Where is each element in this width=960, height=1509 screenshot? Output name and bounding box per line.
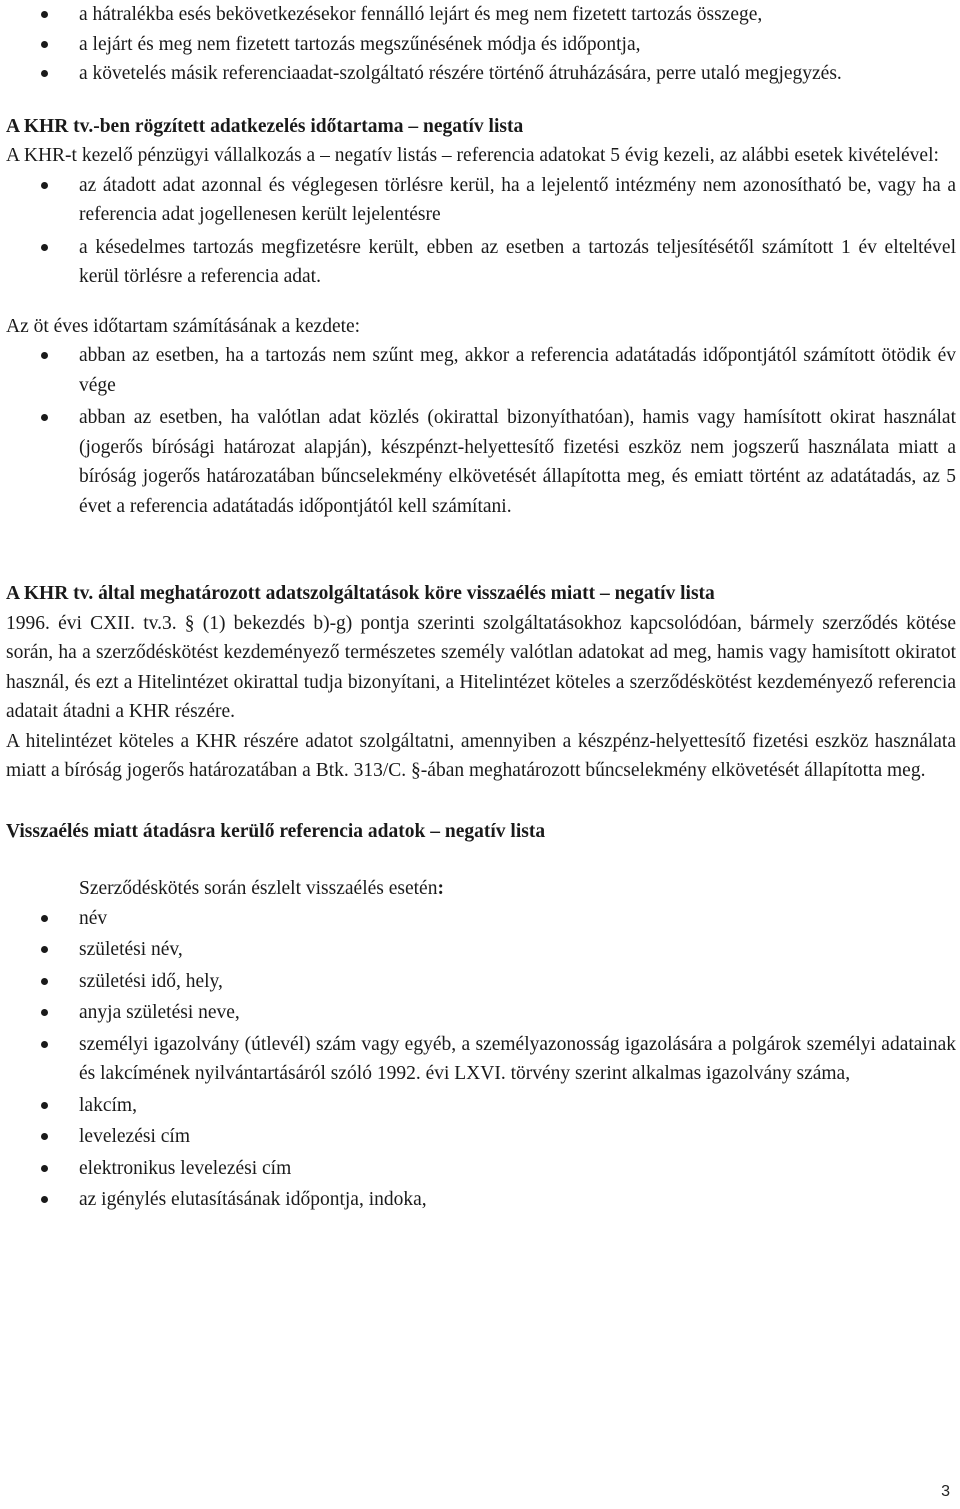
list-item: az igénylés elutasításának időpontja, indoka, [6,1185,956,1215]
label-colon: : [437,878,444,899]
list-item: levelezési cím [6,1122,956,1152]
list-item: anyja születési neve, [6,998,956,1028]
list-item: születési idő, hely, [6,967,956,997]
section-heading-data-retention: A KHR tv.-ben rögzített adatkezelés időtartama – negatív lista [6,115,524,137]
section-heading-abuse-services: A KHR tv. által meghatározott adatszolgáltatások köre visszaélés miatt – negatív lista [6,583,715,604]
intro-list [6,0,956,89]
label-text: Szerződéskötés során észlelt visszaélés esetén [79,878,438,899]
list-item: abban az esetben, ha a tartozás nem szűnt meg, akkor a referencia adatátadás időpontjától számított ötödik év vége [6,341,956,400]
list-item: a lejárt és meg nem fizetett tartozás megszűnésének módja és időpontja, [6,30,956,60]
section-paragraph: 1996. évi CXII. tv.3. § (1) bekezdés b)-g) pontja szerinti szolgáltatásokhoz kapcsolódóan, bármely szerződés kötése során, ha a szerződéskötést kezdeményező természetes személy valótlan adatokat ad meg, hamis vagy hamisított okiratot használ, és ezt a Hitelintézet okirattal tudja bizonyítani, a Hitelintézet köteles a szerződéskötést kezdeményező referencia adatait átadni a KHR részére. [6,612,956,722]
section-paragraph: A KHR-t kezelő pénzügyi vállalkozás a – negatív listás – referencia adatokat 5 évig kezeli, az alábbi esetek kivételével: [6,145,939,166]
list-item: az átadott adat azonnal és véglegesen törlésre kerül, ha a lejelentő intézmény nem azonosítható be, vagy ha a referencia adat jogellenesen került lejelentésre [6,171,956,230]
list-item: abban az esetben, ha valótlan adat közlés (okirattal bizonyíthatóan), hamis vagy hamísított okirat használat (jogerős bírósági határozat alapján), készpénzt-helyettesítő fizetési eszköz nem jogszerű használata miatt a bíróság jogerős határozatában bűncselekmény elkövetését állapította meg, és emiatt történt az adatátadás, az 5 évet a referencia adatátadás időpontjától kell számítani. [6,403,956,521]
list-item: a hátralékba esés bekövetkezésekor fennálló lejárt és meg nem fizetett tartozás összege, [6,0,956,30]
page-number: 3 [941,1483,950,1500]
list-item: a késedelmes tartozás megfizetésre került, ebben az esetben a tartozás teljesítésétől számított 1 év elteltével kerül törlésre a referencia adat. [6,233,956,292]
list-item: születési név, [6,935,956,965]
start-date-list [6,341,956,521]
section-label-contract-abuse [6,874,956,904]
exception-list [6,171,956,292]
section-heading-abuse-data: Visszaélés miatt átadásra kerülő referencia adatok – negatív lista [6,820,546,842]
list-item: személyi igazolvány (útlevél) szám vagy egyéb, a személyazonosság igazolására a polgárok személyi adatainak és lakcímének nyilvántartásáról szóló 1992. évi LXVI. törvény szerint alkalmas igazolvány száma, [6,1030,956,1089]
section-label-five-years: Az öt éves időtartam számításának a kezdete: [6,315,361,337]
abuse-data-list [6,904,956,1215]
list-item: elektronikus levelezési cím [6,1154,956,1184]
section-paragraph: A hitelintézet köteles a KHR részére adatot szolgáltatni, amennyiben a készpénz-helyettesítő fizetési eszköz használata miatt a bíróság jogerős határozatában a Btk. 313/C. §-ában meghatározott bűncselekmény elkövetését állapította meg. [6,730,956,781]
document-page [6,0,956,1217]
list-item: lakcím, [6,1091,956,1121]
list-item: név [6,904,956,934]
list-item: a követelés másik referenciaadat-szolgáltató részére történő átruházására, perre utaló megjegyzés. [6,59,956,89]
